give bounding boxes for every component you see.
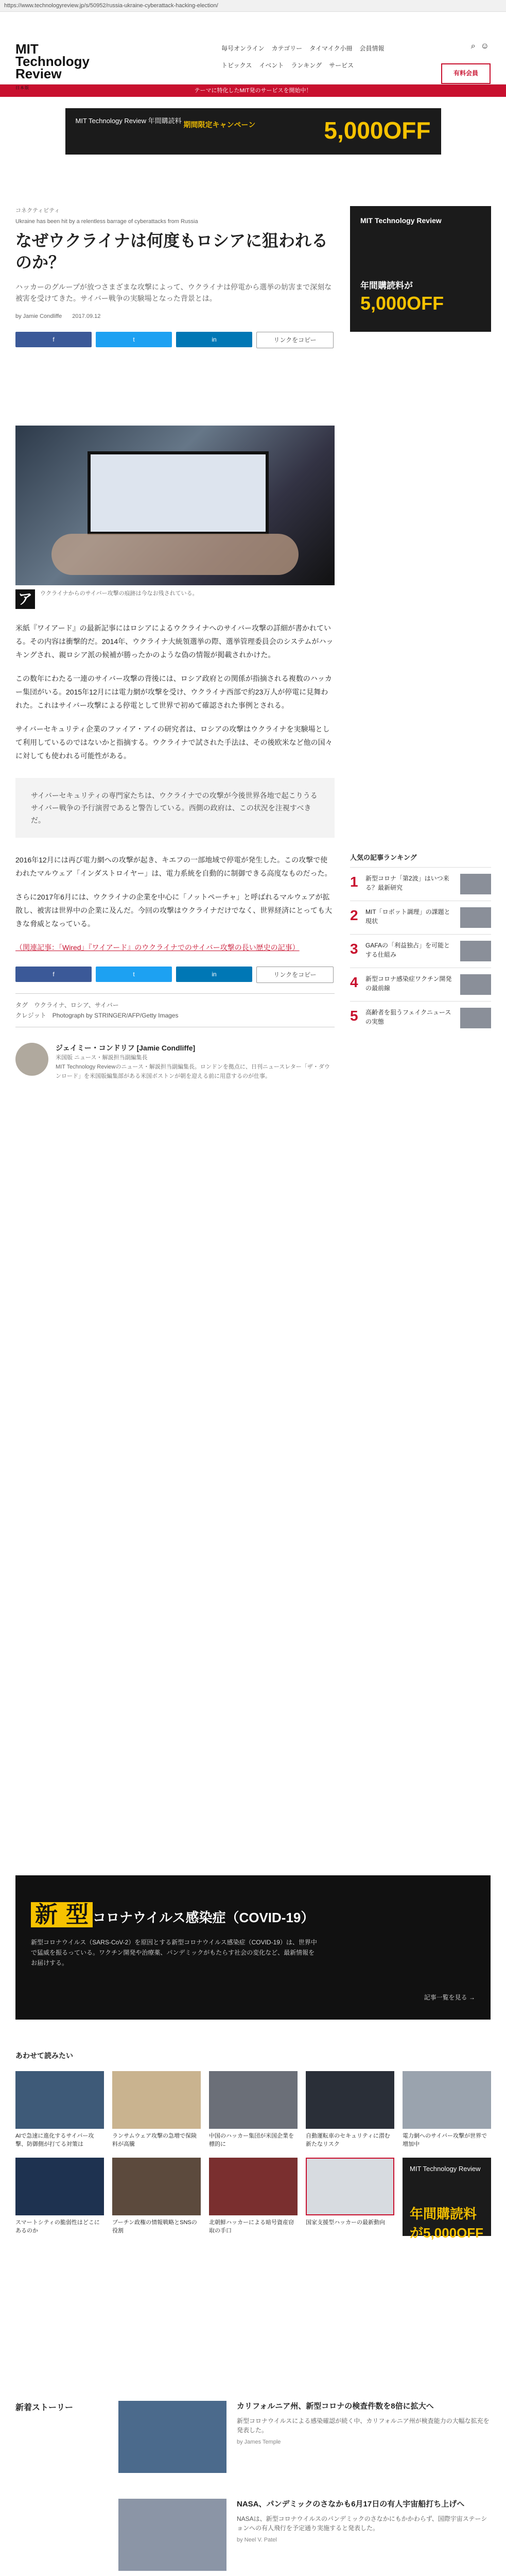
nav-item[interactable]: 会員情報 — [359, 45, 385, 52]
address-bar[interactable]: https://www.technologyreview.jp/s/50952/russia-ukraine-cyberattack-hacking-election/ — [0, 0, 506, 12]
related-ad[interactable]: MIT Technology Review 年間購読料が5,000OFF — [403, 2158, 491, 2236]
covid-feature[interactable] — [15, 1875, 491, 2020]
related-card[interactable]: 中国のハッカー集団が米国企業を標的に — [209, 2071, 298, 2148]
related-card[interactable]: AIで急速に進化するサイバー攻撃、防御側が打てる対策は — [15, 2071, 104, 2148]
linkedin-share-button[interactable]: in — [176, 332, 252, 347]
related-title: あわせて読みたい — [15, 2052, 73, 2060]
avatar[interactable] — [15, 1043, 48, 1076]
ranking-item[interactable]: 4 新型コロナ感染症ワクチン開発の最前線 — [350, 968, 491, 1001]
facebook-share-button[interactable]: f — [15, 967, 92, 982]
photo-credit: Photograph by STRINGER/AFP/Getty Images — [52, 1012, 179, 1019]
ranking-item[interactable]: 2 MIT「ロボット調理」の課題と現状 — [350, 901, 491, 934]
thumbnail — [460, 907, 491, 928]
byline — [15, 313, 335, 319]
copy-link-button[interactable]: リンクをコピー — [256, 332, 334, 348]
article-photo — [15, 426, 335, 585]
copy-link-button[interactable]: リンクをコピー — [256, 967, 334, 983]
breadcrumb: Ukraine has been hit by a relentless barrage of cyberattacks from Russia — [15, 218, 198, 225]
thumbnail — [460, 874, 491, 894]
paragraph: さらに2017年6月には、ウクライナの企業を中心に「ノットペーチャ」と呼ばれるマルウェアが拡散し、被害は世界中の企業に及んだ。今回の攻撃はウクライナだけでなく、世界経済にとっても大きな脅威となっている。 — [15, 893, 333, 928]
twitter-share-button[interactable]: t — [96, 967, 172, 982]
nav-item[interactable]: イベント — [259, 62, 284, 69]
news-item[interactable]: NASA、パンデミックのさなかも6月17日の有人宇宙船打ち上げへ NASAは、新型コロナウイルスのパンデミックのさなかにもかかわらず、国際宇宙ステーションへの有人飛行を予定通り実施すると発表した。 by Neel V. Patel — [118, 2499, 491, 2571]
promo-topbar[interactable]: テーマに特化したMIT発のサービスを開始中！ — [0, 84, 506, 97]
related-card[interactable]: 電力網へのサイバー攻撃が世界で増加中 — [403, 2071, 491, 2148]
thumbnail — [460, 941, 491, 961]
related-card[interactable]: 北朝鮮ハッカーによる暗号資産窃取の手口 — [209, 2158, 298, 2236]
article-category[interactable]: コネクティビティ — [15, 208, 60, 214]
article-title: なぜウクライナは何度もロシアに狙われるのか？ — [15, 231, 328, 272]
article-body — [15, 621, 335, 954]
sidebar-ad[interactable]: MIT Technology Review 年間購読料が 5,000OFF — [350, 206, 491, 332]
sidebar — [350, 206, 491, 1035]
paragraph: この数年にわたる一連のサイバー攻撃の背後には、ロシア政府との関係が指摘される複数のハッカー集団がいる。2015年12月には電力網が攻撃を受け、ウクライナ西部で約23万人が停電に見舞われた。これはサイバー攻撃による停電として世界で初めて確認された事例とされる。 — [15, 674, 332, 709]
covid-more-link[interactable]: 記事一覧を見る → — [424, 1994, 475, 2001]
facebook-share-button[interactable]: f — [15, 332, 92, 347]
ranking-title: 人気の記事ランキング — [350, 854, 417, 861]
article-tags: タグ ウクライナ、ロシア、サイバー クレジット Photograph by STRINGER/AFP/Getty Images — [15, 993, 335, 1027]
tag-links[interactable]: ウクライナ、ロシア、サイバー — [34, 1002, 119, 1009]
paragraph: 米紙『ワイアード』の最新記事にはロシアによるウクライナへのサイバー攻撃の詳細が書かれている。その内容は衝撃的だ。2014年、ウクライナ大統領選挙の際、選挙管理委員会のシステムがハッキングされ、親ロシア派の候補が勝ったかのような偽の情報が掲載されかけた。 — [15, 624, 334, 659]
share-bar-bottom — [15, 967, 335, 983]
caption-text: ウクライナからのサイバー攻撃の痕跡は今なお残されている。 — [40, 590, 198, 597]
article-lead: ハッカーのグループが放つさまざまな攻撃によって、ウクライナは停電から選挙の妨害まで深刻な被害を受けてきた。サイバー戦争の実験場となった背景とは。 — [15, 283, 332, 302]
monitor-image — [88, 451, 269, 535]
author-box — [15, 1043, 335, 1081]
related-card[interactable]: 国家支援型ハッカーの最新動向 — [306, 2158, 394, 2236]
subscribe-button[interactable]: 有料会員 — [441, 63, 491, 84]
paragraph: 2016年12月には再び電力網への攻撃が起き、キエフの一部地域で停電が発生した。この攻撃で使われたマルウェア「インダストロイヤー」は、電力系統を自動的に制御できる高度なものだった。 — [15, 856, 332, 877]
hands-image — [51, 534, 299, 575]
ranking-item[interactable]: 1 新型コロナ「第2波」はいつ来る？最新研究 — [350, 867, 491, 901]
linkedin-share-button[interactable]: in — [176, 967, 252, 982]
author-link[interactable]: by Jamie Condliffe — [15, 313, 62, 319]
site-logo[interactable]: MIT Technology Review 日本版 — [15, 41, 90, 90]
news-item[interactable]: カリフォルニア州、新型コロナの検査件数を8倍に拡大へ 新型コロナウイルスによる感染確認が続く中、カリフォルニア州が検査能力の大幅な拡充を発表した。 by James Temple — [118, 2401, 491, 2473]
thumbnail — [460, 974, 491, 995]
thumbnail — [460, 1008, 491, 1028]
site-header — [0, 12, 506, 90]
nav-item[interactable]: トピックス — [221, 62, 252, 69]
photo-caption — [15, 589, 335, 609]
author-title: 米国版 ニュース・解説担当副編集長 — [56, 1055, 148, 1061]
related-card[interactable]: スマートシティの脆弱性はどこにあるのか — [15, 2158, 104, 2236]
user-icon[interactable]: ☺ — [480, 42, 489, 50]
related-card[interactable]: ランサムウェア攻撃の急増で保険料が高騰 — [112, 2071, 201, 2148]
nav-item[interactable]: カテゴリー — [271, 45, 303, 52]
article — [15, 206, 335, 1081]
author-desc: MIT Technology Reviewのニュース・解説担当副編集長。ロンドンを拠点に、日刊ニュースレター「ザ・ダウンロード」を米国版編集部がある米国ボストンが朝を迎える前に用意するのが仕事。 — [56, 1064, 330, 1079]
publish-date: 2017.09.12 — [72, 313, 101, 319]
search-icon[interactable]: ⌕ — [470, 42, 476, 50]
related-card[interactable]: 自動運転車のセキュリティに潜む新たなリスク — [306, 2071, 394, 2148]
twitter-share-button[interactable]: t — [96, 332, 172, 347]
related-grid — [15, 2071, 491, 2241]
nav-item[interactable]: ランキング — [291, 62, 322, 69]
author-name[interactable]: ジェイミー・コンドリフ [Jamie Condliffe] — [56, 1044, 196, 1052]
blockquote: サイバーセキュリティの専門家たちは、ウクライナでの攻撃が今後世界各地で起こりうるサイバー戦争の予行演習であると警告している。西側の政府は、この状況を注視すべきだ。 — [15, 778, 335, 838]
share-bar — [15, 332, 335, 348]
ranking-item[interactable]: 3 GAFAの「利益独占」を可能とする仕組み — [350, 934, 491, 968]
ranking-item[interactable]: 5 高齢者を狙うフェイクニュースの実態 — [350, 1001, 491, 1035]
nav-item[interactable]: タイマイク小冊 — [309, 45, 353, 52]
campaign-banner[interactable]: MIT Technology Review 年間購読料 期間限定キャンペーン 5,000OFF — [65, 108, 441, 155]
nav-item[interactable]: 毎号オンライン — [221, 45, 265, 52]
related-card[interactable]: プーチン政権の情報戦略とSNSの役割 — [112, 2158, 201, 2236]
news-title: 新着ストーリー — [15, 2403, 74, 2412]
related-link[interactable]: （関連記事：「Wired」『ワイアード』のウクライナでのサイバー攻撃の長い歴史の記事） — [15, 943, 300, 952]
caption-mark: ア — [15, 589, 35, 609]
paragraph: サイバーセキュリティ企業のファイア・アイの研究者は、ロシアの攻撃はウクライナを実験場として利用しているのではないかと指摘する。ウクライナで試された手法は、その後欧米など他の国々に対しても使われる可能性がある。 — [15, 725, 333, 760]
covid-desc: 新型コロナウイルス（SARS-CoV-2）を原因とする新型コロナウイルス感染症（COVID-19）は、世界中で猛威を振るっている。ワクチン開発や治療薬、パンデミックがもたらす社会の変化など、最新情報をお届けする。 — [31, 1939, 317, 1967]
covid-heading: 新 型 コロナウイルス感染症（COVID-19） — [31, 1896, 314, 1929]
nav-item[interactable]: サービス — [329, 62, 354, 69]
